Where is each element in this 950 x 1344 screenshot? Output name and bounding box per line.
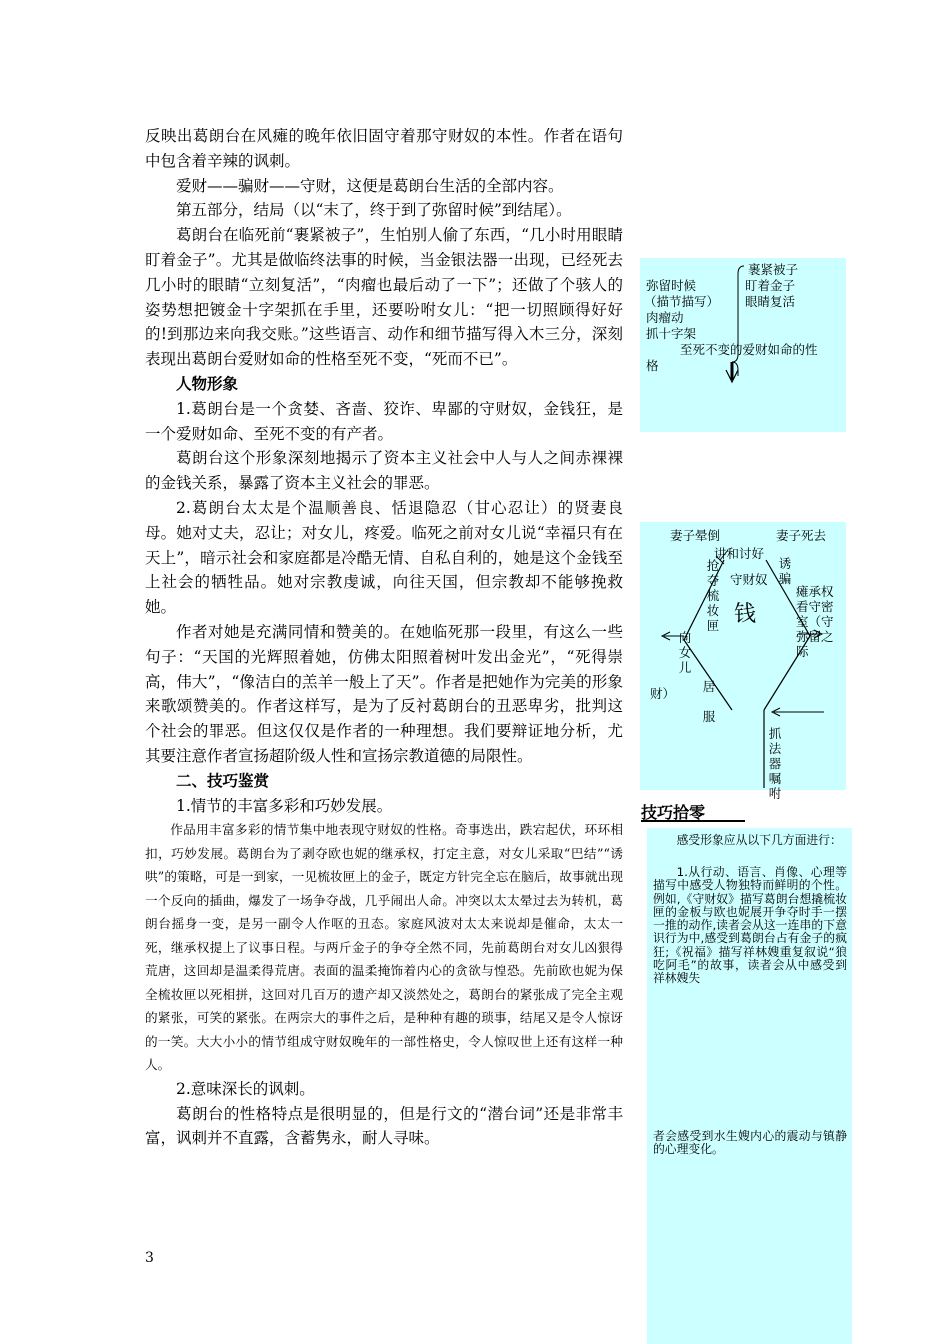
paragraph: 葛朗台这个形象深刻地揭示了资本主义社会中人与人之间赤裸裸的金钱关系，暴露了资本主义社会的罪恶。 <box>145 449 623 493</box>
vertical-label: 瘫承权看守密室（守弥留之际 <box>796 584 834 659</box>
label: 盯着金子 <box>745 278 796 293</box>
tips-item: 者会感受到水生嫂内心的震动与镇静的心理变化。 <box>653 1129 847 1157</box>
tips-heading: 技巧拾零 <box>641 803 706 822</box>
label: 眼睛复活 <box>745 294 796 309</box>
paragraph: 1.葛朗台是一个贪婪、吝啬、狡诈、卑鄙的守财奴，金钱狂，是一个爱财如命、至死不变的有产者。 <box>145 399 623 443</box>
label: 讲和讨好 <box>714 546 765 561</box>
paragraph: 爱财——骗财——守财，这便是葛朗台生活的全部内容。 <box>176 176 564 195</box>
label: 格 <box>646 358 659 373</box>
paragraph: 2.意味深长的讽刺。 <box>176 1079 315 1098</box>
paragraph: 作品用丰富多彩的情节集中地表现守财奴的性格。奇事迭出，跌宕起伏，环环相扣，巧妙发展。葛朗台为了剥夺欧也妮的继承权，打定主意，对女儿采取“巴结”“诱哄”的策略，可是一到家，一见梳妆匣上的金子，既定方针完全忘在脑后，故事就出现一个反向的插曲，爆发了一场争夺战，几乎闹出人命。冲突以太太晕过去为转机，葛朗台摇身一变，是另一副令人作呕的丑态。家庭风波对太太来说却是催命，太太一死，继承权提上了议事日程。与两斤金子的争夺全然不同，先前葛朗台对女儿凶狠得荒唐，这回却是温柔得荒唐。表面的温柔掩饰着内心的贪欲与惶恐。先前欧也妮为保全梳妆匣以死相拼，这回对几百万的遗产却又淡然处之，葛朗台的紧张成了完全主观的紧张，可笑的紧张。在两宗大的事件之后，是种种有趣的琐事，结尾又是令人惊讶的一笑。大大小小的情节组成守财奴晚年的一部性格史，令人惊叹世上还有这样一种人。 <box>145 822 623 1073</box>
tips-item: 1.从行动、语言、肖像、心理等描写中感受人物独特而鲜明的个性。例如,《守财奴》描写葛朗台想撬梳妆匣的金板与欧也妮展开争夺时手一摆一推的动作,读者会从这一连串的下意识行为中,感受到葛朗台占有金子的疯狂;《祝福》描写祥林嫂重复叙说“狼吃阿毛”的故事，读者会从中感受到祥林嫂失 <box>653 866 847 986</box>
vertical-label: 诱骗 <box>778 556 792 586</box>
section-heading: 人物形象 <box>176 373 239 393</box>
paragraph: 葛朗台的性格特点是很明显的，但是行文的“潜台词”还是非常丰富，讽刺并不直露，含蓄隽永，耐人寻味。 <box>145 1104 623 1148</box>
paragraph: 作者对她是充满同情和赞美的。在她临死那一段里，有这么一些句子：“天国的光辉照着她，仿佛太阳照着树叶发出金光”，“死得崇高，伟大”，“像洁白的羔羊一般上了天”。作者是把她作为完美的形象来歌颂赞美的。作者这样写，是为了反衬葛朗台的丑恶卑劣，批判这个社会的罪恶。但这仅仅是作者的一种理想。我们要辩证地分析，尤其要注意作者宣扬超阶级人性和宣扬宗教道德的局限性。 <box>145 622 623 765</box>
paragraph: 2.葛朗台太太是个温顺善良、恬退隐忍（甘心忍让）的贤妻良母。她对丈夫，忍让；对女儿，疼爱。临死之前对女儿说“幸福只有在天上”，暗示社会和家庭都是冷酷无情、自私自利的，她是这个金钱至上社会的牺牲品。她对宗教虔诚，向往天国，但宗教却不能够挽救她。 <box>145 498 623 617</box>
label: 妻子晕倒 <box>670 528 721 543</box>
label: 弥留时候 <box>646 278 697 293</box>
paragraph: 第五部分，结局（以“末了，终于到了弥留时候”到结尾）。 <box>176 201 572 220</box>
main-text <box>145 124 623 1151</box>
label: 妻子死去 <box>776 528 827 543</box>
heading-underline <box>641 820 745 822</box>
sidebar-diagram-money <box>640 522 846 801</box>
paragraph: 1.情节的丰富多彩和巧妙发展。 <box>176 796 393 815</box>
sidebar-diagram-deathbed <box>640 258 846 432</box>
vertical-label: 居服 <box>702 679 716 724</box>
paragraph: 葛朗台在临死前“裹紧被子”，生怕别人偷了东西，“几小时用眼睛盯着金子”。尤其是做临终法事的时候，当金银法器一出现，已经死去几小时的眼睛“立刻复活”，“肉瘤也最后动了一下”；还做了个骇人的姿势想把镀金十字架抓在手里，还要吩咐女儿：“把一切照顾得好好的!到那边来向我交账。”这些语言、动作和细节描写得入木三分，深刻表现出葛朗台爱财如命的性格至死不变，“死而不已”。 <box>145 226 623 369</box>
vertical-label: 向女儿 <box>678 630 692 675</box>
page-number: 3 <box>145 1250 154 1266</box>
paragraph: 反映出葛朗台在风瘫的晚年依旧固守着那守财奴的本性。作者在语句中包含着辛辣的讽刺。 <box>145 127 623 170</box>
label: 裹紧被子 <box>748 262 799 277</box>
tips-intro: 感受形象应从以下几方面进行： <box>676 833 842 847</box>
tips-box <box>647 828 852 1344</box>
label: 钱 <box>734 602 757 627</box>
section-heading: 二、技巧鉴赏 <box>176 770 270 790</box>
label: 至死不变的爱财如命的性 <box>680 342 818 357</box>
label: 抓十字架 <box>646 326 697 341</box>
label: （描节描写） <box>644 294 720 309</box>
vertical-label: 抓法器嘱咐 <box>768 726 782 801</box>
label: 守财奴 <box>730 572 768 587</box>
label: 肉瘤动 <box>646 310 684 325</box>
label: 财） <box>650 686 676 701</box>
vertical-label: 抢夺梳妆匣 <box>706 558 720 633</box>
